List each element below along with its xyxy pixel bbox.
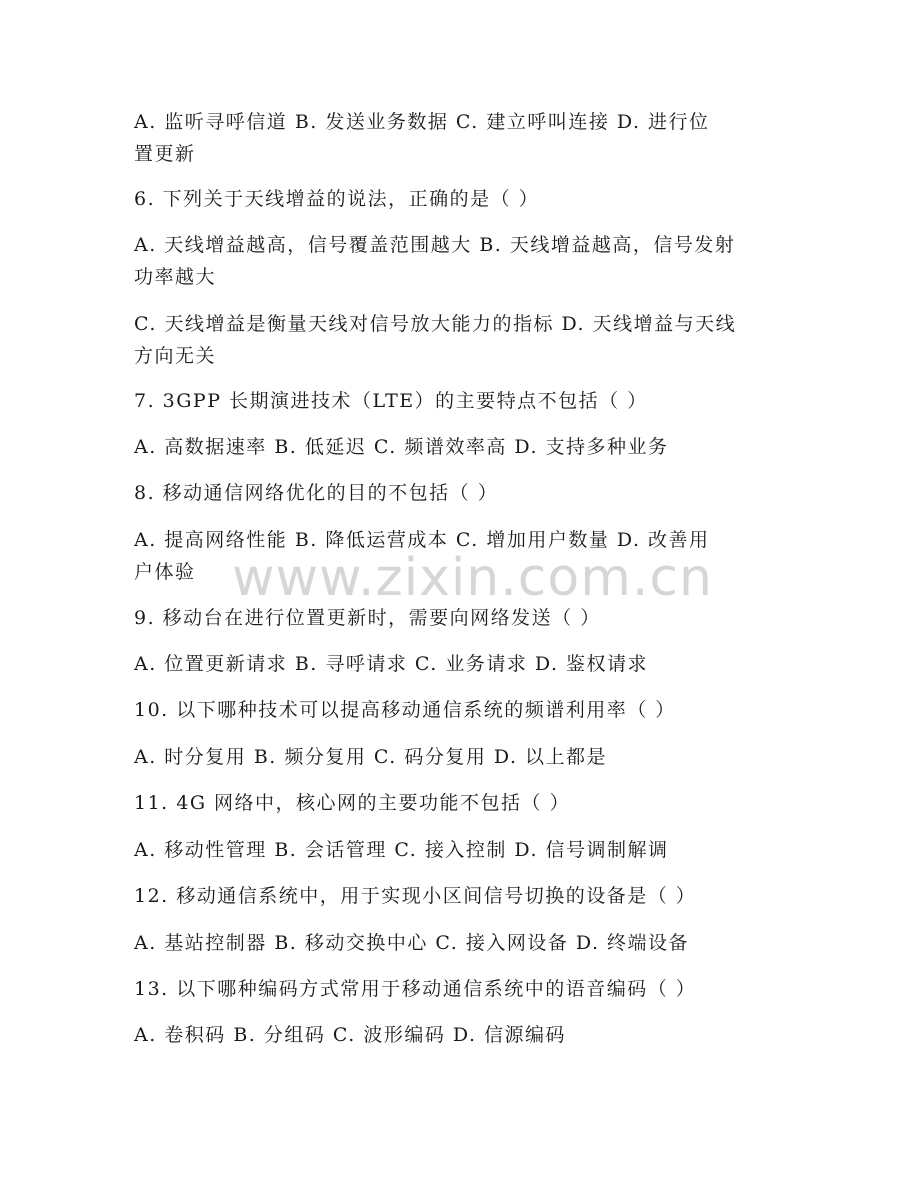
option-line-q8-cont: 户体验 (134, 561, 196, 583)
question-8: 8. 移动通信网络优化的目的不包括（ ） (134, 482, 499, 504)
question-12: 12. 移动通信系统中，用于实现小区间信号切换的设备是（ ） (134, 885, 697, 907)
option-line-q12: A. 基站控制器 B. 移动交换中心 C. 接入网设备 D. 终端设备 (134, 932, 690, 954)
option-line-q6-a: A. 天线增益越高，信号覆盖范围越大 B. 天线增益越高，信号发射 (134, 234, 736, 256)
option-line-q6-c: C. 天线增益是衡量天线对信号放大能力的指标 D. 天线增益与天线 (134, 313, 737, 335)
option-line-q5-cont: 置更新 (134, 143, 196, 165)
option-line-q11: A. 移动性管理 B. 会话管理 C. 接入控制 D. 信号调制解调 (134, 839, 669, 861)
question-11: 11. 4G 网络中，核心网的主要功能不包括（ ） (134, 792, 571, 814)
option-line-q5: A. 监听寻呼信道 B. 发送业务数据 C. 建立呼叫连接 D. 进行位 (134, 111, 710, 133)
option-line-q10: A. 时分复用 B. 频分复用 C. 码分复用 D. 以上都是 (134, 746, 608, 768)
watermark: www.zixin.com.cn (232, 548, 713, 608)
question-9: 9. 移动台在进行位置更新时，需要向网络发送（ ） (134, 607, 601, 629)
option-line-q6-a-cont: 功率越大 (134, 266, 217, 288)
question-13: 13. 以下哪种编码方式常用于移动通信系统中的语音编码（ ） (134, 978, 697, 1000)
option-line-q6-c-cont: 方向无关 (134, 345, 217, 367)
option-line-q9: A. 位置更新请求 B. 寻呼请求 C. 业务请求 D. 鉴权请求 (134, 653, 649, 675)
question-7: 7. 3GPP 长期演进技术（LTE）的主要特点不包括（ ） (134, 390, 648, 412)
option-line-q8: A. 提高网络性能 B. 降低运营成本 C. 增加用户数量 D. 改善用 (134, 529, 710, 551)
question-6: 6. 下列关于天线增益的说法，正确的是（ ） (134, 188, 540, 210)
option-line-q7: A. 高数据速率 B. 低延迟 C. 频谱效率高 D. 支持多种业务 (134, 436, 669, 458)
question-10: 10. 以下哪种技术可以提高移动通信系统的频谱利用率（ ） (134, 699, 676, 721)
option-line-q13: A. 卷积码 B. 分组码 C. 波形编码 D. 信源编码 (134, 1024, 567, 1046)
